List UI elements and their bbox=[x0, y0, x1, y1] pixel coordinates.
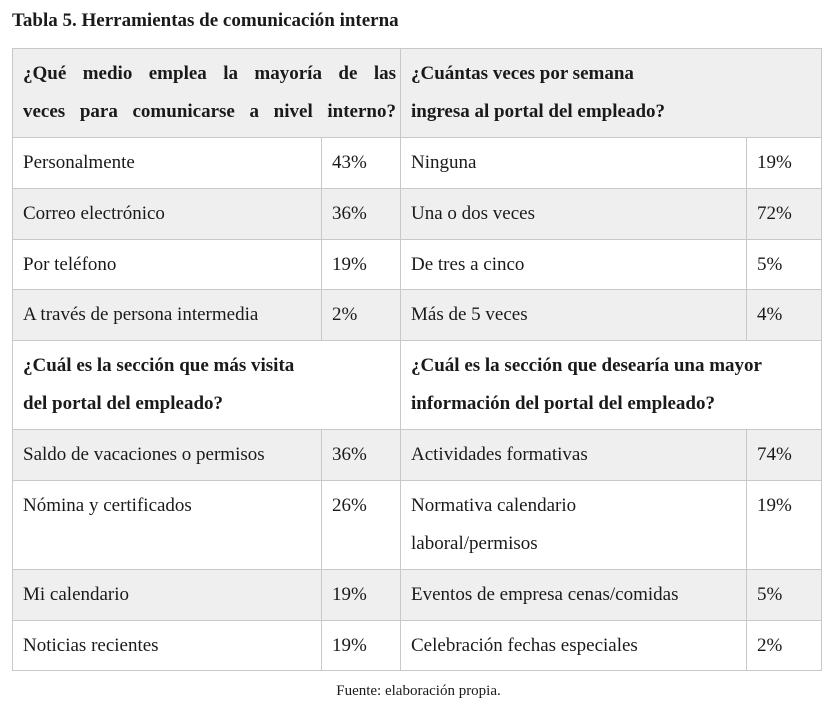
row-label: Celebración fechas especiales bbox=[401, 621, 747, 671]
row-label: Actividades formativas bbox=[401, 430, 747, 481]
row-label: Eventos de empresa cenas/comidas bbox=[401, 570, 747, 621]
row-label: Saldo de vacaciones o permisos bbox=[13, 430, 322, 481]
row-value: 36% bbox=[322, 430, 401, 481]
row-label: Normativa calendario laboral/permisos bbox=[401, 481, 747, 570]
row-value: 19% bbox=[747, 138, 822, 189]
row-label: De tres a cinco bbox=[401, 240, 747, 290]
section-header-row bbox=[13, 341, 822, 430]
row-label: Nómina y certificados bbox=[13, 481, 322, 570]
question-header: ¿Cuántas veces por semana ingresa al portal del empleado? bbox=[401, 49, 822, 138]
row-value: 5% bbox=[747, 570, 822, 621]
row-value: 2% bbox=[322, 290, 401, 341]
table-row bbox=[13, 138, 822, 189]
row-value: 26% bbox=[322, 481, 401, 570]
row-value: 36% bbox=[322, 189, 401, 240]
table-row bbox=[13, 481, 822, 570]
row-label: Por teléfono bbox=[13, 240, 322, 290]
table-row bbox=[13, 240, 822, 290]
row-value: 19% bbox=[322, 240, 401, 290]
question-header: ¿Cuál es la sección que desearía una mayor información del portal del empleado? bbox=[401, 341, 822, 430]
question-header: ¿Qué medio emplea la mayoría de las veces para comunicarse a nivel interno? bbox=[13, 49, 401, 138]
section-header-row bbox=[13, 49, 822, 138]
table-row bbox=[13, 290, 822, 341]
row-value: 74% bbox=[747, 430, 822, 481]
row-label: Noticias recientes bbox=[13, 621, 322, 671]
table-row bbox=[13, 570, 822, 621]
table-row bbox=[13, 189, 822, 240]
row-label: A través de persona intermedia bbox=[13, 290, 322, 341]
source-note: Fuente: elaboración propia. bbox=[336, 683, 501, 699]
row-label: Una o dos veces bbox=[401, 189, 747, 240]
row-value: 72% bbox=[747, 189, 822, 240]
row-value: 19% bbox=[322, 621, 401, 671]
table-row bbox=[13, 430, 822, 481]
row-label: Más de 5 veces bbox=[401, 290, 747, 341]
row-value: 19% bbox=[322, 570, 401, 621]
row-value: 43% bbox=[322, 138, 401, 189]
row-value: 5% bbox=[747, 240, 822, 290]
communication-table bbox=[12, 48, 822, 671]
question-header: ¿Cuál es la sección que más visita del portal del empleado? bbox=[13, 341, 401, 430]
row-label: Mi calendario bbox=[13, 570, 322, 621]
row-value: 4% bbox=[747, 290, 822, 341]
row-value: 19% bbox=[747, 481, 822, 570]
table-row bbox=[13, 621, 822, 671]
row-value: 2% bbox=[747, 621, 822, 671]
row-label: Correo electrónico bbox=[13, 189, 322, 240]
row-label: Personalmente bbox=[13, 138, 322, 189]
table-title: Tabla 5. Herramientas de comunicación interna bbox=[12, 10, 399, 31]
row-label: Ninguna bbox=[401, 138, 747, 189]
